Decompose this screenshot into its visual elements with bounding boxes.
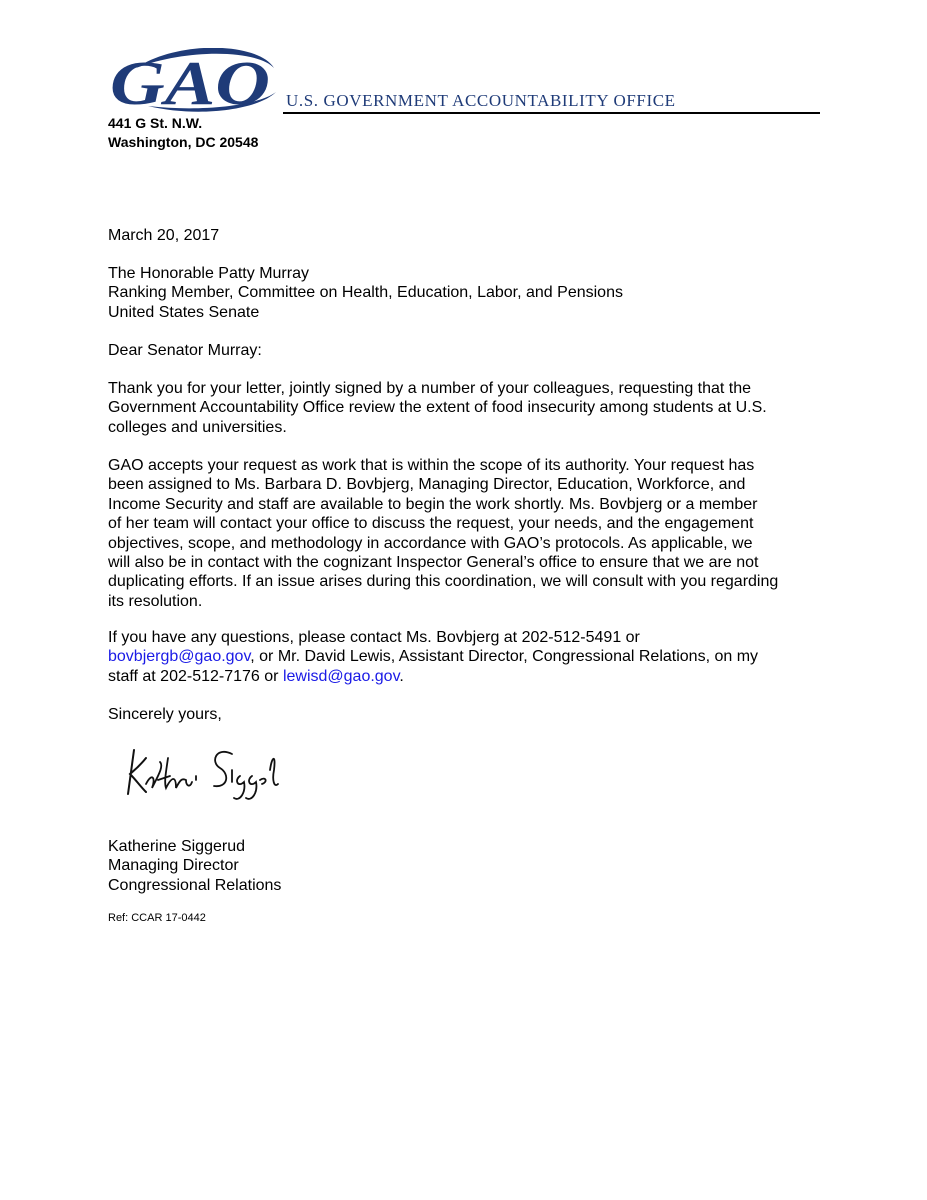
paragraph-line: its resolution. bbox=[108, 592, 203, 610]
salutation: Dear Senator Murray: bbox=[108, 342, 262, 359]
letter-date: March 20, 2017 bbox=[108, 227, 220, 244]
org-name: U.S. GOVERNMENT ACCOUNTABILITY OFFICE bbox=[286, 91, 676, 110]
recipient-body: United States Senate bbox=[108, 303, 260, 321]
email-link-bovbjerg[interactable]: bovbjergb@gao.gov bbox=[108, 648, 251, 666]
paragraph-line: duplicating efforts. If an issue arises during this coordination, we will consult with you regarding bbox=[108, 573, 779, 591]
reference-number: Ref: CCAR 17-0442 bbox=[108, 912, 206, 924]
paragraph-line: colleges and universities. bbox=[108, 418, 287, 436]
paragraph-line: Thank you for your letter, jointly signed by a number of your colleagues, requesting that the bbox=[108, 380, 752, 397]
handwritten-signature bbox=[120, 736, 280, 806]
paragraph-line: been assigned to Ms. Barbara D. Bovbjerg, Managing Director, Education, Workforce, and bbox=[108, 476, 746, 494]
letterhead-rule bbox=[283, 112, 820, 114]
gao-logo bbox=[108, 48, 280, 114]
paragraph-line: objectives, scope, and methodology in accordance with GAO’s protocols. As applicable, we bbox=[108, 534, 753, 552]
recipient-block bbox=[108, 264, 623, 322]
paragraph-line: If you have any questions, please contact Ms. Bovbjerg at 202-512-5491 or bbox=[108, 629, 640, 646]
paragraph-text: staff at 202-512-7176 or bbox=[108, 667, 283, 685]
office-address bbox=[108, 114, 258, 152]
paragraph-3 bbox=[108, 628, 758, 686]
address-line-2: Washington, DC 20548 bbox=[108, 134, 259, 150]
paragraph-1 bbox=[108, 379, 767, 437]
closing: Sincerely yours, bbox=[108, 706, 222, 723]
signer-title: Managing Director bbox=[108, 857, 239, 875]
signer-name: Katherine Siggerud bbox=[108, 838, 245, 855]
paragraph-line: GAO accepts your request as work that is within the scope of its authority. Your request has bbox=[108, 457, 755, 474]
paragraph-line: Government Accountability Office review the extent of food insecurity among students at U.S. bbox=[108, 399, 767, 417]
signer-office: Congressional Relations bbox=[108, 876, 282, 894]
signer-block bbox=[108, 837, 281, 895]
paragraph-line: will also be in contact with the cognizant Inspector General’s office to ensure that we are not bbox=[108, 554, 759, 572]
recipient-title: Ranking Member, Committee on Health, Education, Labor, and Pensions bbox=[108, 284, 623, 302]
paragraph-line bbox=[108, 667, 758, 686]
paragraph-text: , or Mr. David Lewis, Assistant Director, Congressional Relations, on my bbox=[250, 648, 759, 666]
paragraph-2 bbox=[108, 456, 778, 611]
paragraph-line bbox=[108, 647, 758, 666]
email-link-lewis[interactable]: lewisd@gao.gov bbox=[282, 667, 400, 685]
paragraph-text: . bbox=[399, 667, 404, 685]
paragraph-line: Income Security and staff are available to begin the work shortly. Ms. Bovbjerg or a member bbox=[108, 495, 758, 513]
address-line-1: 441 G St. N.W. bbox=[108, 115, 203, 131]
paragraph-line: of her team will contact your office to discuss the request, your needs, and the engagement bbox=[108, 515, 754, 533]
recipient-name: The Honorable Patty Murray bbox=[108, 265, 309, 282]
svg-text:GAO: GAO bbox=[110, 50, 270, 114]
